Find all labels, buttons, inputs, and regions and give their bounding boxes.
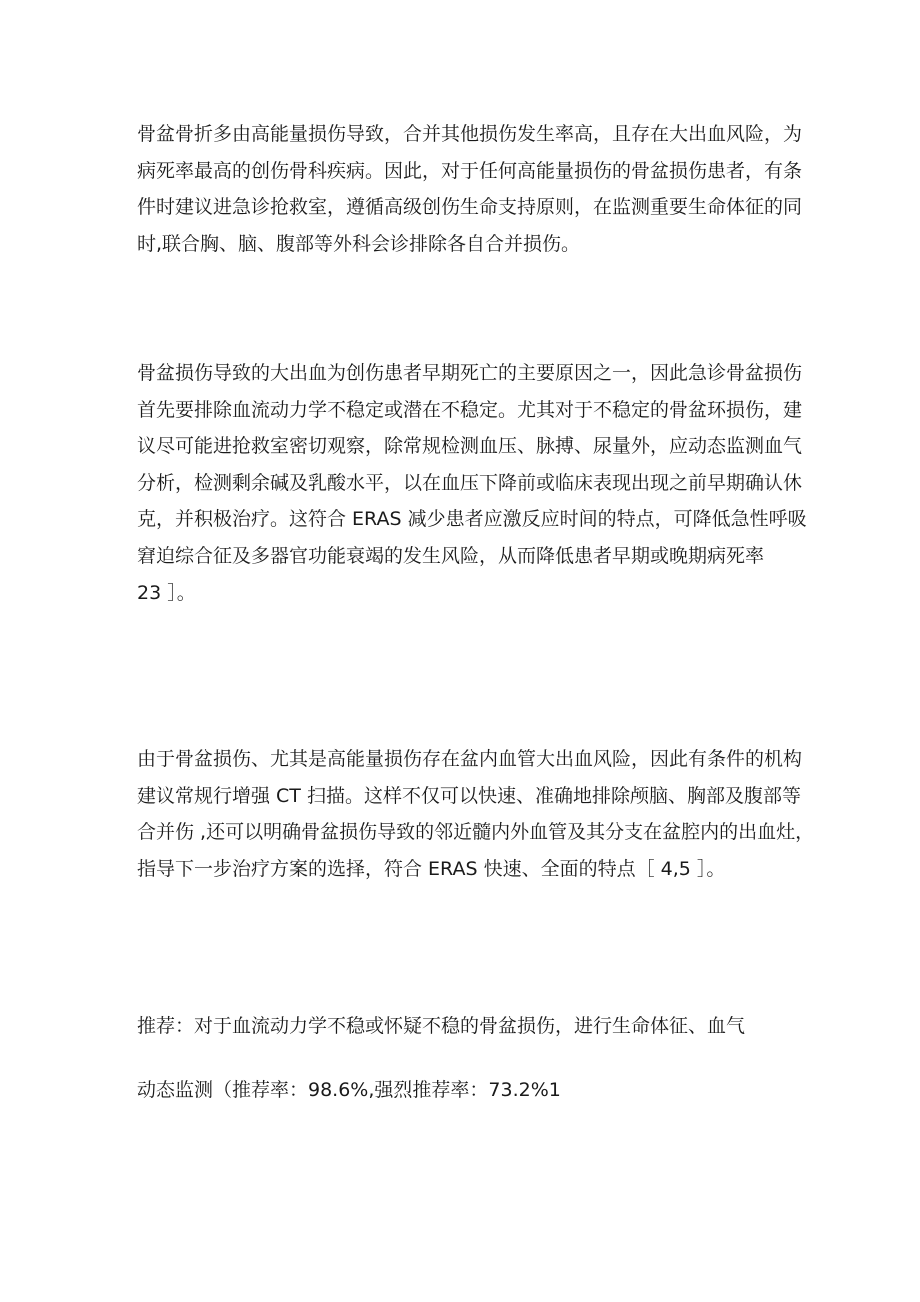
text-line: 由于骨盆损伤、尤其是高能量损伤存在盆内血管大出血风险，因此有条件的机构	[137, 748, 803, 770]
paragraph-hemorrhage	[137, 355, 807, 611]
text-line: 骨盆骨折多由高能量损伤导致，合并其他损伤发生率高，且存在大出血风险，为	[137, 123, 803, 145]
paragraph-ct-scan	[137, 741, 815, 887]
text-line: 指导下一步治疗方案的选择，符合 ERAS 快速、全面的特点［ 4,5 ］。	[137, 857, 726, 880]
text-line: 合并伤 ,还可以明确骨盆损伤导致的邻近髓内外血管及其分支在盆腔内的出血灶，	[137, 821, 815, 844]
text-line: 时,联合胸、脑、腹部等外科会诊排除各自合并损伤。	[137, 232, 581, 255]
text-line: 分析，检测剩余碱及乳酸水平，以在血压下降前或临床表现出现之前早期确认休	[137, 471, 803, 494]
text-line: 推荐：对于血流动力学不稳或怀疑不稳的骨盆损伤，进行生命体征、血气	[137, 1015, 746, 1037]
text-line: 建议常规行增强 CT 扫描。这样不仅可以快速、准确地排除颅脑、胸部及腹部等	[137, 784, 801, 807]
text-line: 窘迫综合征及多器官功能衰竭的发生风险，从而降低患者早期或晚期病死率	[137, 544, 765, 567]
text-line: 骨盆损伤导致的大出血为创伤患者早期死亡的主要原因之一，因此急诊骨盆损伤	[137, 362, 803, 384]
text-line: 克，并积极治疗。这符合 ERAS 减少患者应激反应时间的特点，可降低急性呼吸	[137, 508, 807, 531]
paragraph-initial-assessment	[137, 116, 803, 262]
text-line: 动态监测（推荐率：98.6%,强烈推荐率：73.2%1	[137, 1079, 561, 1101]
paragraph-recommendation	[137, 994, 797, 1122]
text-line: 23 ］。	[137, 581, 196, 604]
text-line: 病死率最高的创伤骨科疾病。因此，对于任何高能量损伤的骨盆损伤患者，有条	[137, 159, 803, 182]
text-line: 首先要排除血流动力学不稳定或潜在不稳定。尤其对于不稳定的骨盆环损伤，建	[137, 398, 803, 421]
text-line: 议尽可能进抢救室密切观察，除常规检测血压、脉搏、尿量外，应动态监测血气	[137, 435, 803, 458]
text-line: 件时建议进急诊抢救室，遵循高级创伤生命支持原则，在监测重要生命体征的同	[137, 196, 803, 219]
